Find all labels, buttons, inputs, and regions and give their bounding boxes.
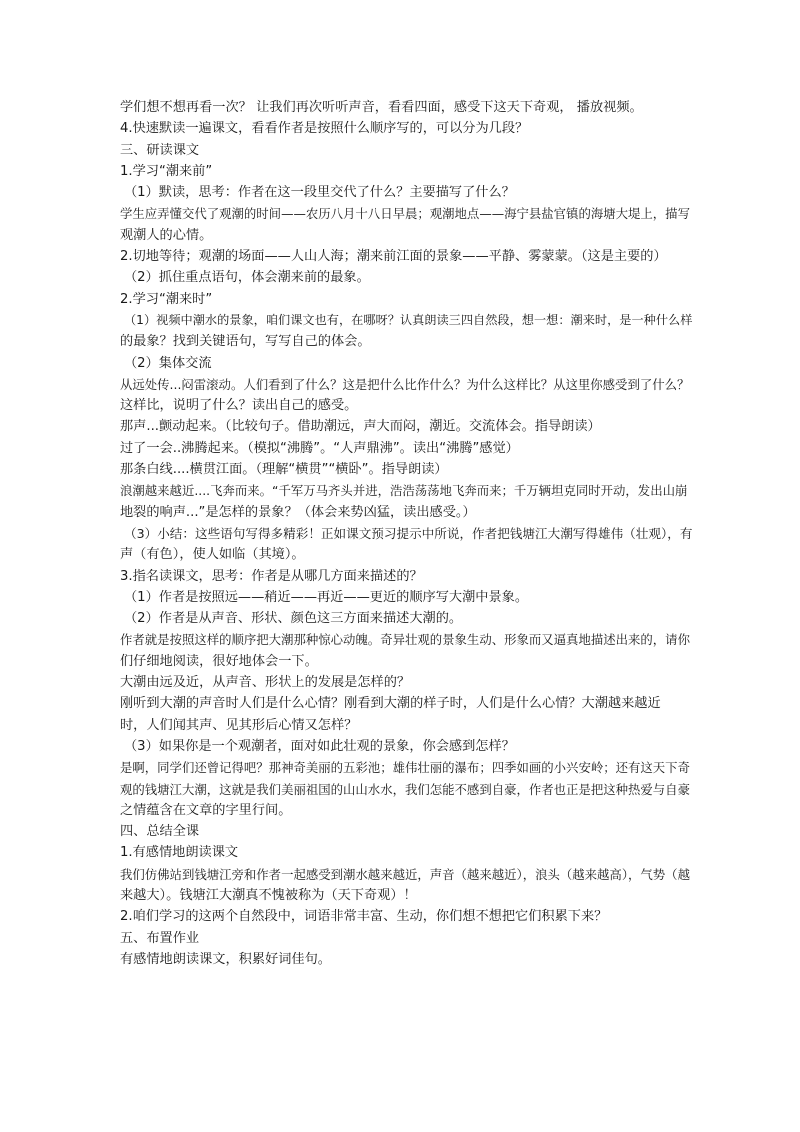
text-line: 们仔细地阅读，很好地体会一下。: [120, 653, 318, 669]
text-line: 声（有色），使人如临（其境）。: [120, 547, 305, 563]
text-line: （2）作者是从声音、形状、颜色这三方面来描述大潮的。: [124, 611, 463, 627]
text-line: （3）小结：这些语句写得多精彩！正如课文预习提示中所说，作者把钱塘江大潮写得雄伟（壮观），有: [124, 525, 693, 541]
text-line: 有感情地朗读课文，积累好词佳句。: [120, 951, 331, 967]
text-line: 学生应弄懂交代了观潮的时间——农历八月十八日早晨；观潮地点——海宁县盐官镇的海塘大堤上，描写: [120, 206, 690, 222]
text-line: （1）作者是按照远——稍近——再近——更近的顺序写大潮中景象。: [124, 589, 529, 605]
text-line: 来越大）。钱塘江大潮真不愧被称为（天下奇观）！: [120, 887, 417, 903]
text-line: 2.切地等待；观潮的场面——人山人海；潮来前江面的景象——平静、雾蒙蒙。（这是主要的）: [120, 249, 667, 265]
text-line: 过了一会..沸腾起来。（模拟“沸腾”。“人声鼎沸”。读出“沸腾”感觉）: [120, 440, 519, 456]
text-line: 我们仿佛站到钱塘江旁和作者一起感受到潮水越来越近，声音（越来越近），浪头（越来越高），气势（越: [120, 866, 690, 882]
text-line: 学们想不想再看一次？ 让我们再次听听声音，看看四面，感受下这天下奇观， 播放视频。: [120, 100, 643, 115]
text-line: 四、总结全课: [120, 824, 200, 840]
text-line: 这样比，说明了什么？读出自己的感受。: [120, 398, 358, 414]
text-line: 地裂的响声...”是怎样的景象？（体会来势凶猛，读出感受。）: [120, 504, 476, 520]
text-line: 浪潮越来越近....飞奔而来。“千军万马齐头并进，浩浩荡荡地飞奔而来；千万辆坦克同时开动，发出山崩: [120, 483, 688, 499]
text-line: 从远处传...闷雷滚动。人们看到了什么？这是把什么比作什么？为什么这样比？从这里你感受到了什么？: [120, 376, 690, 392]
document-body: [120, 97, 693, 970]
text-line: （1）视频中潮水的景象，咱们课文也有，在哪呀？认真朗读三四自然段，想一想：潮来时，是一种什么样: [124, 312, 693, 327]
text-line: 是啊，同学们还曾记得吧？那神奇美丽的五彩池；雄伟壮丽的瀑布；四季如画的小兴安岭；还有这天下奇: [120, 760, 690, 776]
text-line: 2.学习“潮来时”: [120, 291, 213, 307]
text-line: 之情蕴含在文章的字里行间。: [120, 802, 292, 818]
text-line: 大潮由远及近，从声音、形状上的发展是怎样的？: [120, 675, 411, 691]
text-line: （3）如果你是一个观潮者，面对如此壮观的景象，你会感到怎样？: [124, 738, 515, 754]
text-line: 时，人们闻其声、见其形后心情又怎样？: [120, 717, 358, 733]
text-line: 4.快速默读一遍课文，看看作者是按照什么顺序写的，可以分为几段？: [120, 121, 529, 137]
text-line: 2.咱们学习的这两个自然段中，词语非常丰富、生动，你们想不想把它们积累下来？: [120, 909, 608, 925]
text-line: 作者就是按照这样的顺序把大潮那种惊心动魄。奇异壮观的景象生动、形象而又逼真地描述出来的，请你: [120, 632, 690, 648]
text-line: 五、布置作业: [120, 930, 200, 946]
text-line: 那条白线....横贯江面。（理解“横贯”“横卧”。指导朗读）: [120, 462, 448, 478]
text-line: 观潮人的心情。: [120, 227, 213, 243]
text-line: （2）集体交流: [124, 355, 212, 371]
text-line: 3.指名读课文，思考：作者是从哪几方面来描述的？: [120, 568, 423, 584]
text-line: 那声...颤动起来。（比较句子。借助潮远，声大而闷，潮近。交流体会。指导朗读）: [120, 419, 601, 435]
text-line: 的最象？找到关键语句，写写自己的体会。: [120, 334, 371, 350]
text-line: 1.有感情地朗读课文: [120, 845, 239, 861]
text-line: 观的钱塘江大潮，这就是我们美丽祖国的山山水水，我们怎能不感到自豪，作者也正是把这种热爱与自豪: [120, 781, 690, 797]
text-line: （2）抓住重点语句，体会潮来前的最象。: [124, 270, 370, 286]
text-line: （1）默读，思考：作者在这一段里交代了什么？主要描写了什么？: [124, 185, 515, 201]
text-line: 三、研读课文: [120, 142, 200, 158]
text-line: 1.学习“潮来前”: [120, 163, 213, 179]
text-line: 刚听到大潮的声音时人们是什么心情？刚看到大潮的样子时，人们是什么心情？大潮越来越近: [120, 696, 661, 712]
text-lines: [120, 97, 693, 970]
